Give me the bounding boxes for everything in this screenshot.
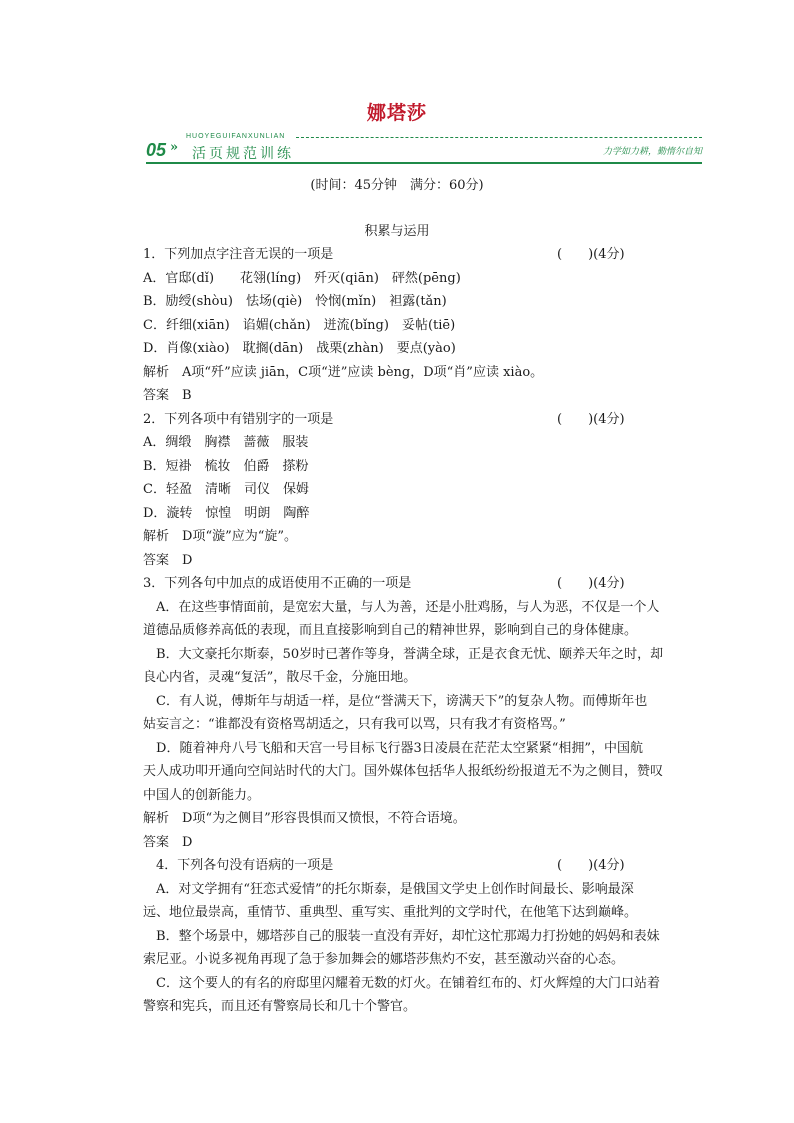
question-2-analysis: 解析 D项“漩”应为“旋”。 bbox=[143, 529, 298, 544]
question-4-option-c-line-2: 警察和宪兵，而且还有警察局长和几十个警官。 bbox=[143, 999, 417, 1014]
question-1-option-b: B．励绶(shòu) 怯场(qiè) 怜悯(mǐn) 袒露(tǎn) bbox=[143, 294, 447, 309]
question-4-option-b-line-1: B．整个场景中，娜塔莎自己的服装一直没有弄好，却忙这忙那竭力打扮她的妈妈和表妹 bbox=[156, 928, 660, 944]
question-2-option-a: A．绸缎 胸襟 蔷薇 服装 bbox=[143, 435, 309, 450]
section-banner bbox=[146, 134, 702, 166]
question-3-option-b-line-1: B．大文豪托尔斯泰，50岁时已著作等身，誉满全球，正是衣食无忧、颐养天年之时，却 bbox=[156, 646, 664, 662]
question-4-stem: 4．下列各句没有语病的一项是 ( )(4分) bbox=[143, 854, 663, 878]
banner-dotted-line bbox=[296, 137, 702, 138]
question-3-option-a-line-2: 道德品质修养高低的表现，而且直接影响到自己的精神世界，影响到自己的身体健康。 bbox=[143, 623, 638, 638]
question-3-option-b-line-2: 良心内省，灵魂“复活”，散尽千金，分施田地。 bbox=[143, 670, 417, 685]
question-2-option-c: C．轻盈 清晰 司仪 保姆 bbox=[143, 482, 309, 497]
question-4-option-a-line-1: A．对文学拥有“狂恋式爱情”的托尔斯泰，是俄国文学史上创作时间最长、影响最深 bbox=[156, 881, 634, 897]
question-3-option-a-line-1: A．在这些事情面前，是宽宏大量，与人为善，还是小肚鸡肠，与人为恶，不仅是一个人 bbox=[156, 599, 660, 615]
time-info: (时间：45分钟 满分：60分) bbox=[310, 178, 484, 193]
question-3-stem: 3．下列各句中加点的成语使用不正确的一项是 ( )(4分) bbox=[143, 572, 663, 596]
page-title: 娜塔莎 bbox=[366, 102, 427, 124]
question-4-option-c-line-1: C．这个要人的有名的府邸里闪耀着无数的灯火。在铺着红布的、灯火辉煌的大门口站着 bbox=[156, 975, 660, 991]
chevron-icon: » bbox=[170, 140, 179, 155]
question-1-answer: 答案 B bbox=[143, 388, 192, 403]
question-2-option-b: B．短褂 梳妆 伯爵 搽粉 bbox=[143, 458, 309, 474]
question-1-stem: 1．下列加点字注音无误的一项是 ( )(4分) bbox=[143, 243, 663, 267]
question-3-option-c-line-1: C．有人说，傅斯年与胡适一样，是位“誉满天下，谤满天下”的复杂人物。而傅斯年也 bbox=[156, 693, 648, 709]
question-2-stem: 2．下列各项中有错别字的一项是 ( )(4分) bbox=[143, 408, 663, 432]
question-3-answer: 答案 D bbox=[143, 834, 193, 850]
question-3-option-d-line-2: 天人成功叩开通向空间站时代的大门。国外媒体包括华人报纸纷纷报道无不为之侧目，赞叹 bbox=[143, 764, 664, 779]
banner-slogan: 力学如力耕，勤惰尔自知 bbox=[602, 147, 702, 157]
question-2-answer: 答案 D bbox=[143, 552, 193, 568]
banner-name: 活页规范训练 bbox=[192, 146, 294, 162]
question-1-score: ( )(4分) bbox=[557, 247, 625, 262]
question-4-option-b-line-2: 索尼亚。小说多视角再现了急于参加舞会的娜塔莎焦灼不安，甚至激动兴奋的心态。 bbox=[143, 952, 625, 967]
banner-pinyin: HUOYEGUIFANXUNLIAN bbox=[186, 133, 286, 140]
banner-rule bbox=[146, 162, 702, 164]
question-4-score: ( )(4分) bbox=[557, 858, 625, 873]
question-1-analysis: 解析 A项“歼”应读 jiān，C项“迸”应读 bèng，D项“肖”应读 xiào。 bbox=[143, 364, 544, 380]
question-2-option-d: D．漩转 惊惶 明朗 陶醉 bbox=[143, 505, 310, 521]
question-3-analysis: 解析 D项“为之侧目”形容畏惧而又愤恨，不符合语境。 bbox=[143, 811, 466, 826]
question-1-option-d: D．肖像(xiào) 耽搁(dān) 战栗(zhàn) 要点(yào) bbox=[143, 341, 456, 356]
banner-number: 05 bbox=[146, 140, 167, 160]
question-1-option-c: C．纤细(xiān) 谄媚(chǎn) 迸流(bǐng) 妥帖(tiē) bbox=[143, 317, 456, 333]
question-1-option-a: A．官邸(dǐ) 花翎(líng) 歼灭(qiān) 砰然(pēng) bbox=[143, 270, 461, 286]
question-4-option-a-line-2: 远、地位最崇高，重情节、重典型、重写实、重批判的文学时代，在他笔下达到巅峰。 bbox=[143, 905, 638, 920]
question-3-option-d-line-1: D．随着神舟八号飞船和天宫一号目标飞行器3日凌晨在茫茫太空紧紧“相拥”，中国航 bbox=[156, 740, 644, 756]
question-3-option-c-line-2: 姑妄言之：“谁都没有资格骂胡适之，只有我可以骂，只有我才有资格骂。” bbox=[143, 717, 566, 732]
question-2-score: ( )(4分) bbox=[557, 411, 625, 427]
question-list bbox=[143, 243, 663, 1019]
question-3-option-d-line-3: 中国人的创新能力。 bbox=[143, 787, 261, 803]
question-3-score: ( )(4分) bbox=[557, 576, 625, 591]
section-title: 积累与运用 bbox=[364, 224, 430, 239]
